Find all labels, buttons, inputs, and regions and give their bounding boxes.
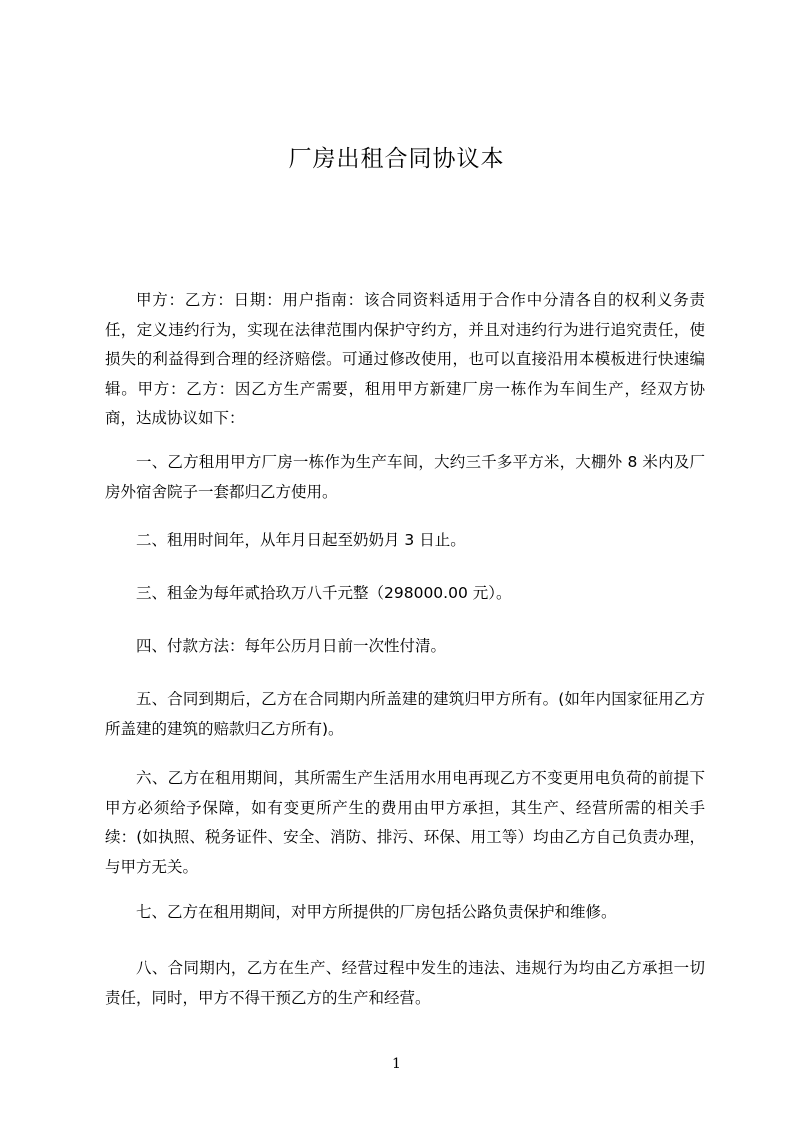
clause-6: 六、乙方在租用期间，其所需生产生活用水用电再现乙方不变更用电负荷的前提下甲方必须给予保障，如有变更所产生的费用由甲方承担，其生产、经营所需的相关手续：(如执照、税务证件、安全、消防、排污、环保、用工等）均由乙方自己负责办理，与甲方无关。	[105, 769, 705, 876]
clause-5: 五、合同到期后，乙方在合同期内所盖建的建筑归甲方所有。(如年内国家征用乙方所盖建的建筑的赔款归乙方所有)。	[105, 690, 705, 738]
clause-8: 八、合同期内，乙方在生产、经营过程中发生的违法、违规行为均由乙方承担一切责任，同时，甲方不得干预乙方的生产和经营。	[105, 959, 705, 1007]
intro-paragraph: 甲方：乙方：日期：用户指南：该合同资料适用于合作中分清各自的权利义务责任，定义违约行为，实现在法律范围内保护守约方，并且对违约行为进行追究责任，使损失的利益得到合理的经济赔偿。可通过修改使用，也可以直接沿用本模板进行快速编辑。甲方：乙方：因乙方生产需要，租用甲方新建厂房一栋作为车间生产，经双方协商，达成协议如下：	[105, 291, 705, 427]
clause-4: 四、付款方法：每年公历月日前一次性付清。	[136, 637, 447, 655]
clause-1: 一、乙方租用甲方厂房一栋作为生产车间，大约三千多平方米，大棚外 8 米内及厂房外宿舍院子一套都归乙方使用。	[105, 453, 705, 501]
clause-7: 七、乙方在租用期间，对甲方所提供的厂房包括公路负责保护和维修。	[136, 903, 617, 921]
page-number: 1	[392, 1056, 401, 1072]
clause-2: 二、租用时间年，从年月日起至奶奶月 3 日止。	[136, 531, 466, 549]
document-title: 厂房出租合同协议本	[288, 146, 505, 172]
clause-3: 三、租金为每年贰拾玖万八千元整（298000.00 元）。	[136, 584, 512, 602]
